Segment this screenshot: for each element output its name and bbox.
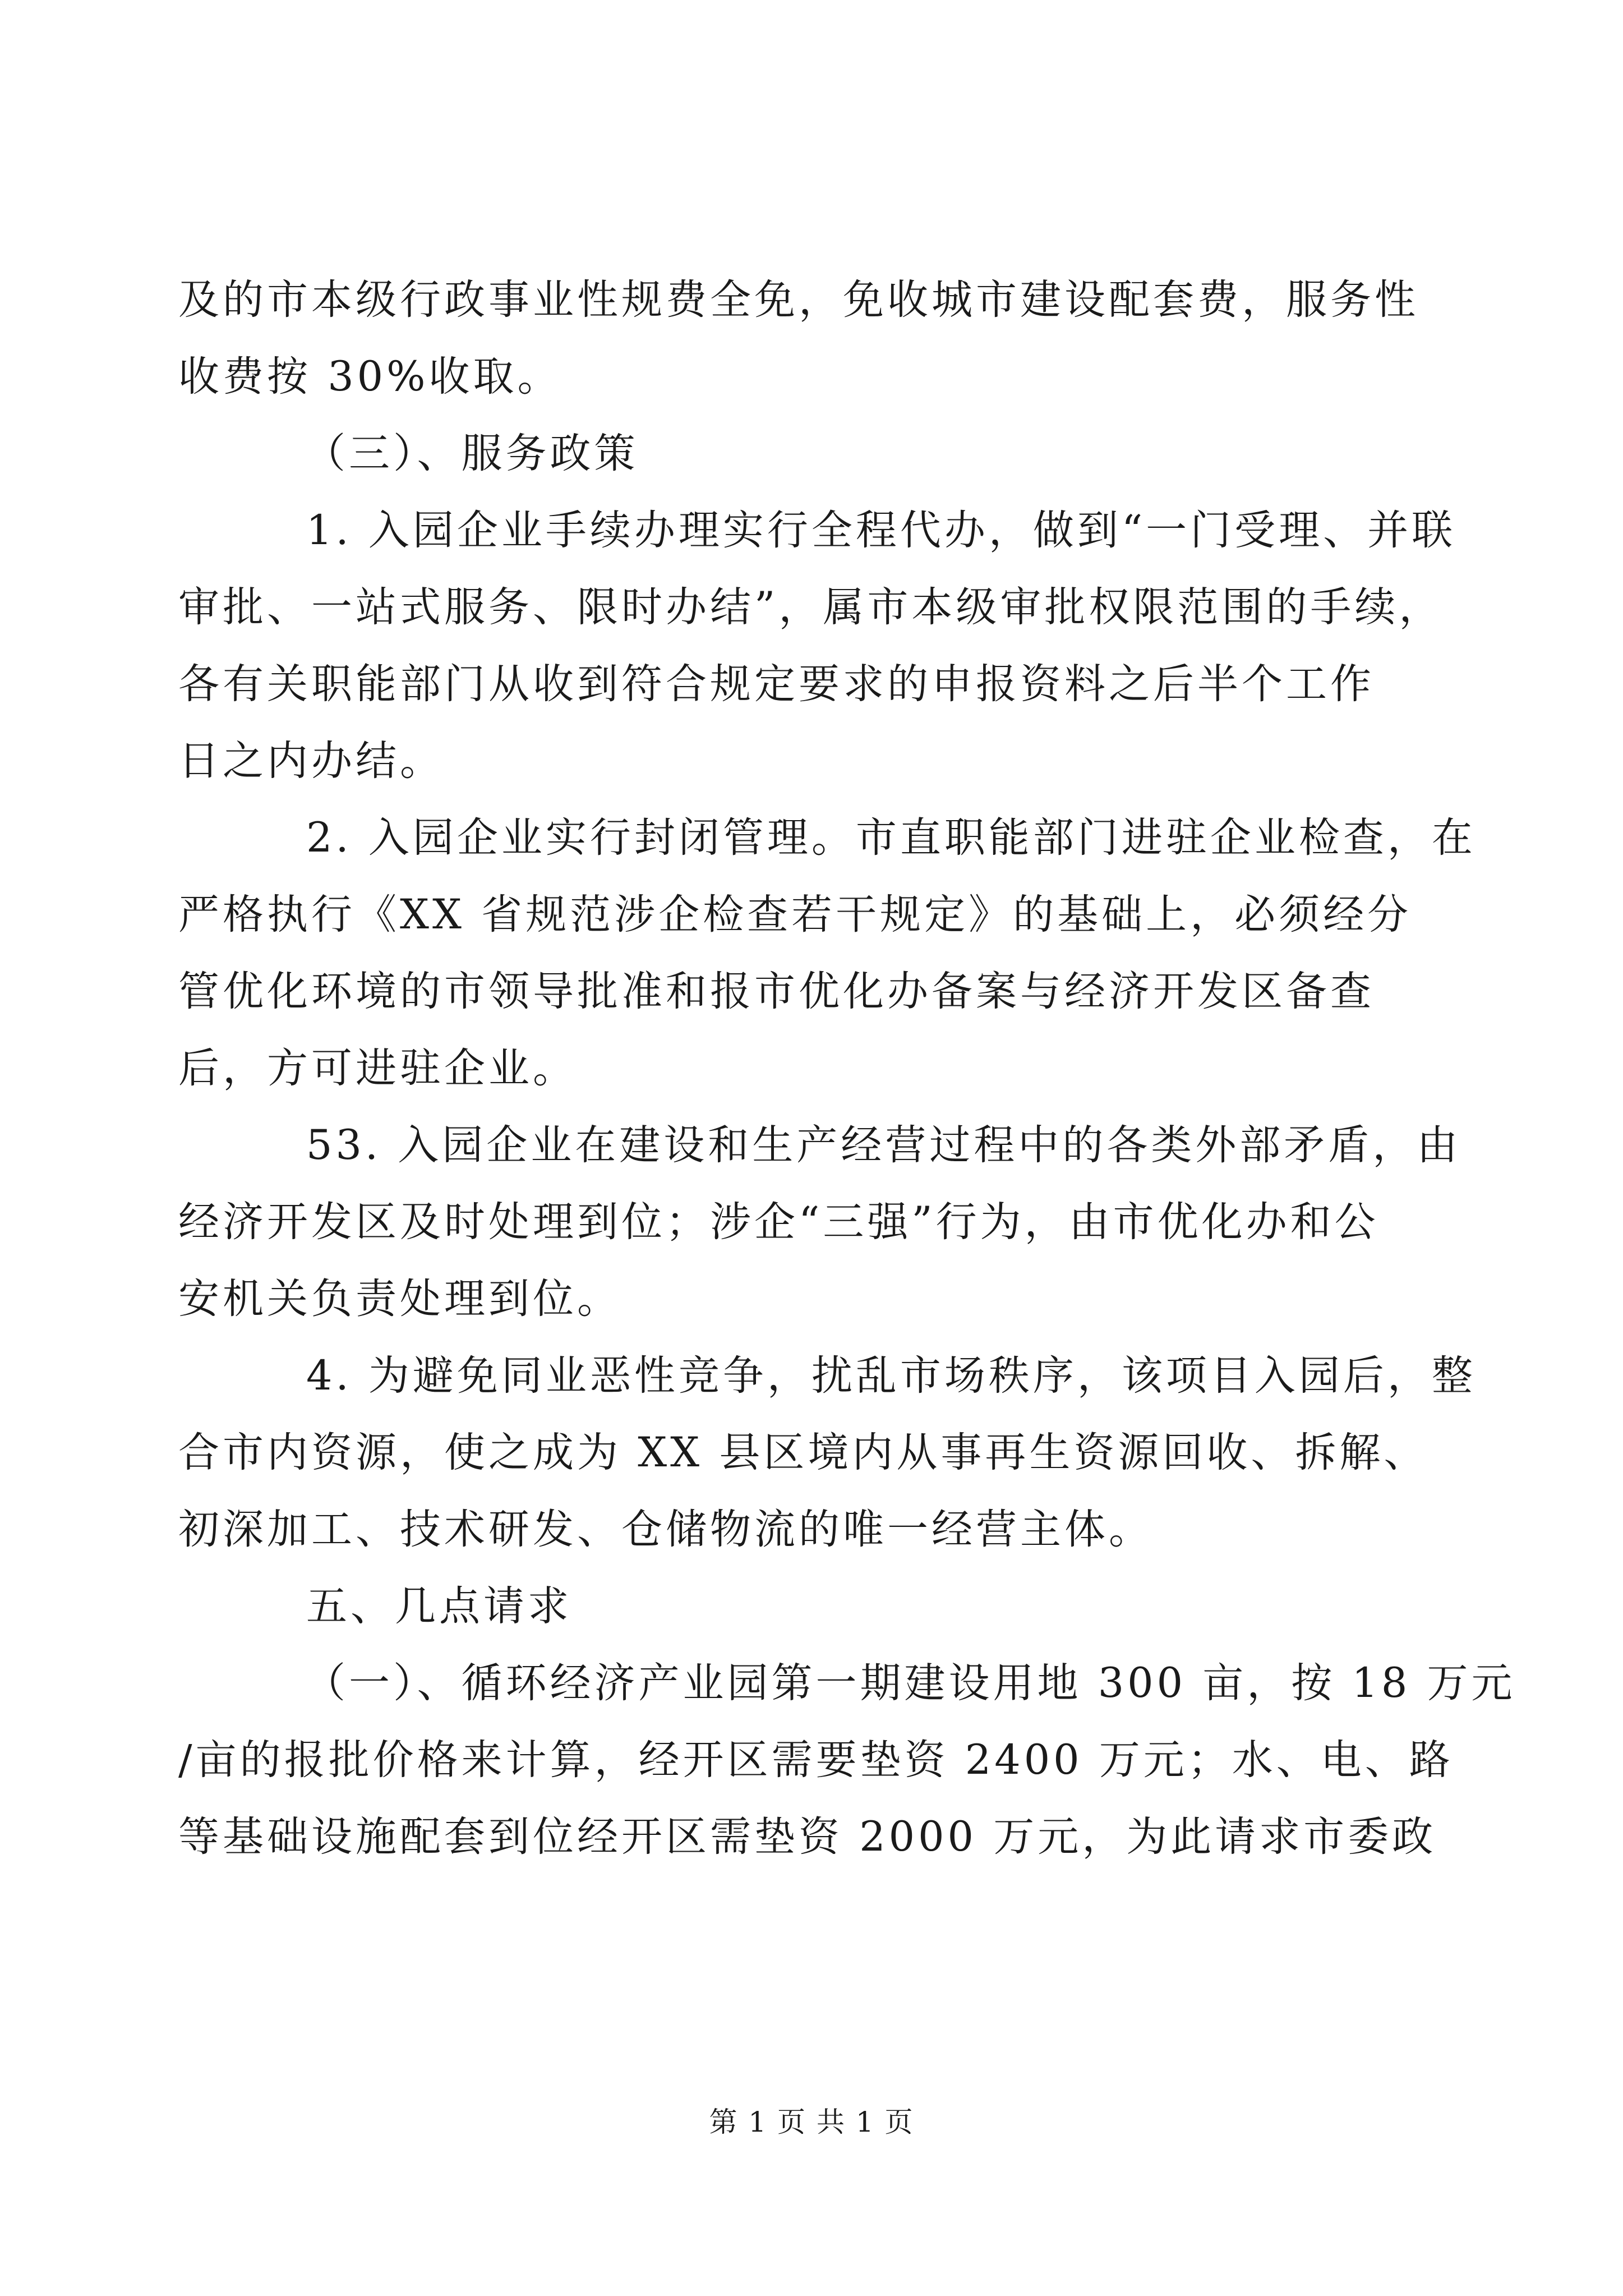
- text-line: 4. 为避免同业恶性竞争，扰乱市场秩序，该项目入园后，整: [306, 1352, 1476, 1400]
- text-line: 及的市本级行政事业性规费全免，免收城市建设配套费，服务性: [178, 276, 1419, 324]
- text-line: （一）、循环经济产业园第一期建设用地 300 亩，按 18 万元: [305, 1659, 1516, 1707]
- text-line: 管优化环境的市领导批准和报市优化办备案与经济开发区备查: [178, 968, 1375, 1015]
- text-line: 各有关职能部门从收到符合规定要求的申报资料之后半个工作: [178, 660, 1375, 708]
- text-line: 严格执行《XX 省规范涉企检查若干规定》的基础上，必须经分: [178, 891, 1412, 938]
- text-line: 2. 入园企业实行封闭管理。市直职能部门进驻企业检查，在: [306, 814, 1476, 862]
- text-line: /亩的报批价格来计算，经开区需要垫资 2400 万元；水、电、路: [178, 1736, 1454, 1784]
- section-heading: 五、几点请求: [306, 1582, 572, 1630]
- section-heading: （三）、服务政策: [305, 430, 639, 477]
- text-line: 审批、一站式服务、限时办结”，属市本级审批权限范围的手续，: [178, 583, 1444, 631]
- text-line: 合市内资源，使之成为 XX 县区境内从事再生资源回收、拆解、: [178, 1429, 1428, 1476]
- text-line: 安机关负责处理到位。: [178, 1275, 621, 1323]
- text-line: 经济开发区及时处理到位；涉企“三强”行为，由市优化办和公: [178, 1198, 1379, 1246]
- text-line: 收费按 30%收取。: [178, 353, 562, 401]
- text-line: 等基础设施配套到位经开区需垫资 2000 万元，为此请求市委政: [178, 1813, 1437, 1861]
- page-footer: 第 1 页 共 1 页: [709, 2106, 914, 2138]
- text-line: 初深加工、技术研发、仓储物流的唯一经营主体。: [178, 1506, 1153, 1553]
- text-line: 日之内办结。: [178, 737, 444, 785]
- text-line: 53. 入园企业在建设和生产经营过程中的各类外部矛盾，由: [306, 1121, 1461, 1169]
- text-line: 后，方可进驻企业。: [178, 1045, 577, 1092]
- text-line: 1. 入园企业手续办理实行全程代办，做到“一门受理、并联: [306, 507, 1456, 554]
